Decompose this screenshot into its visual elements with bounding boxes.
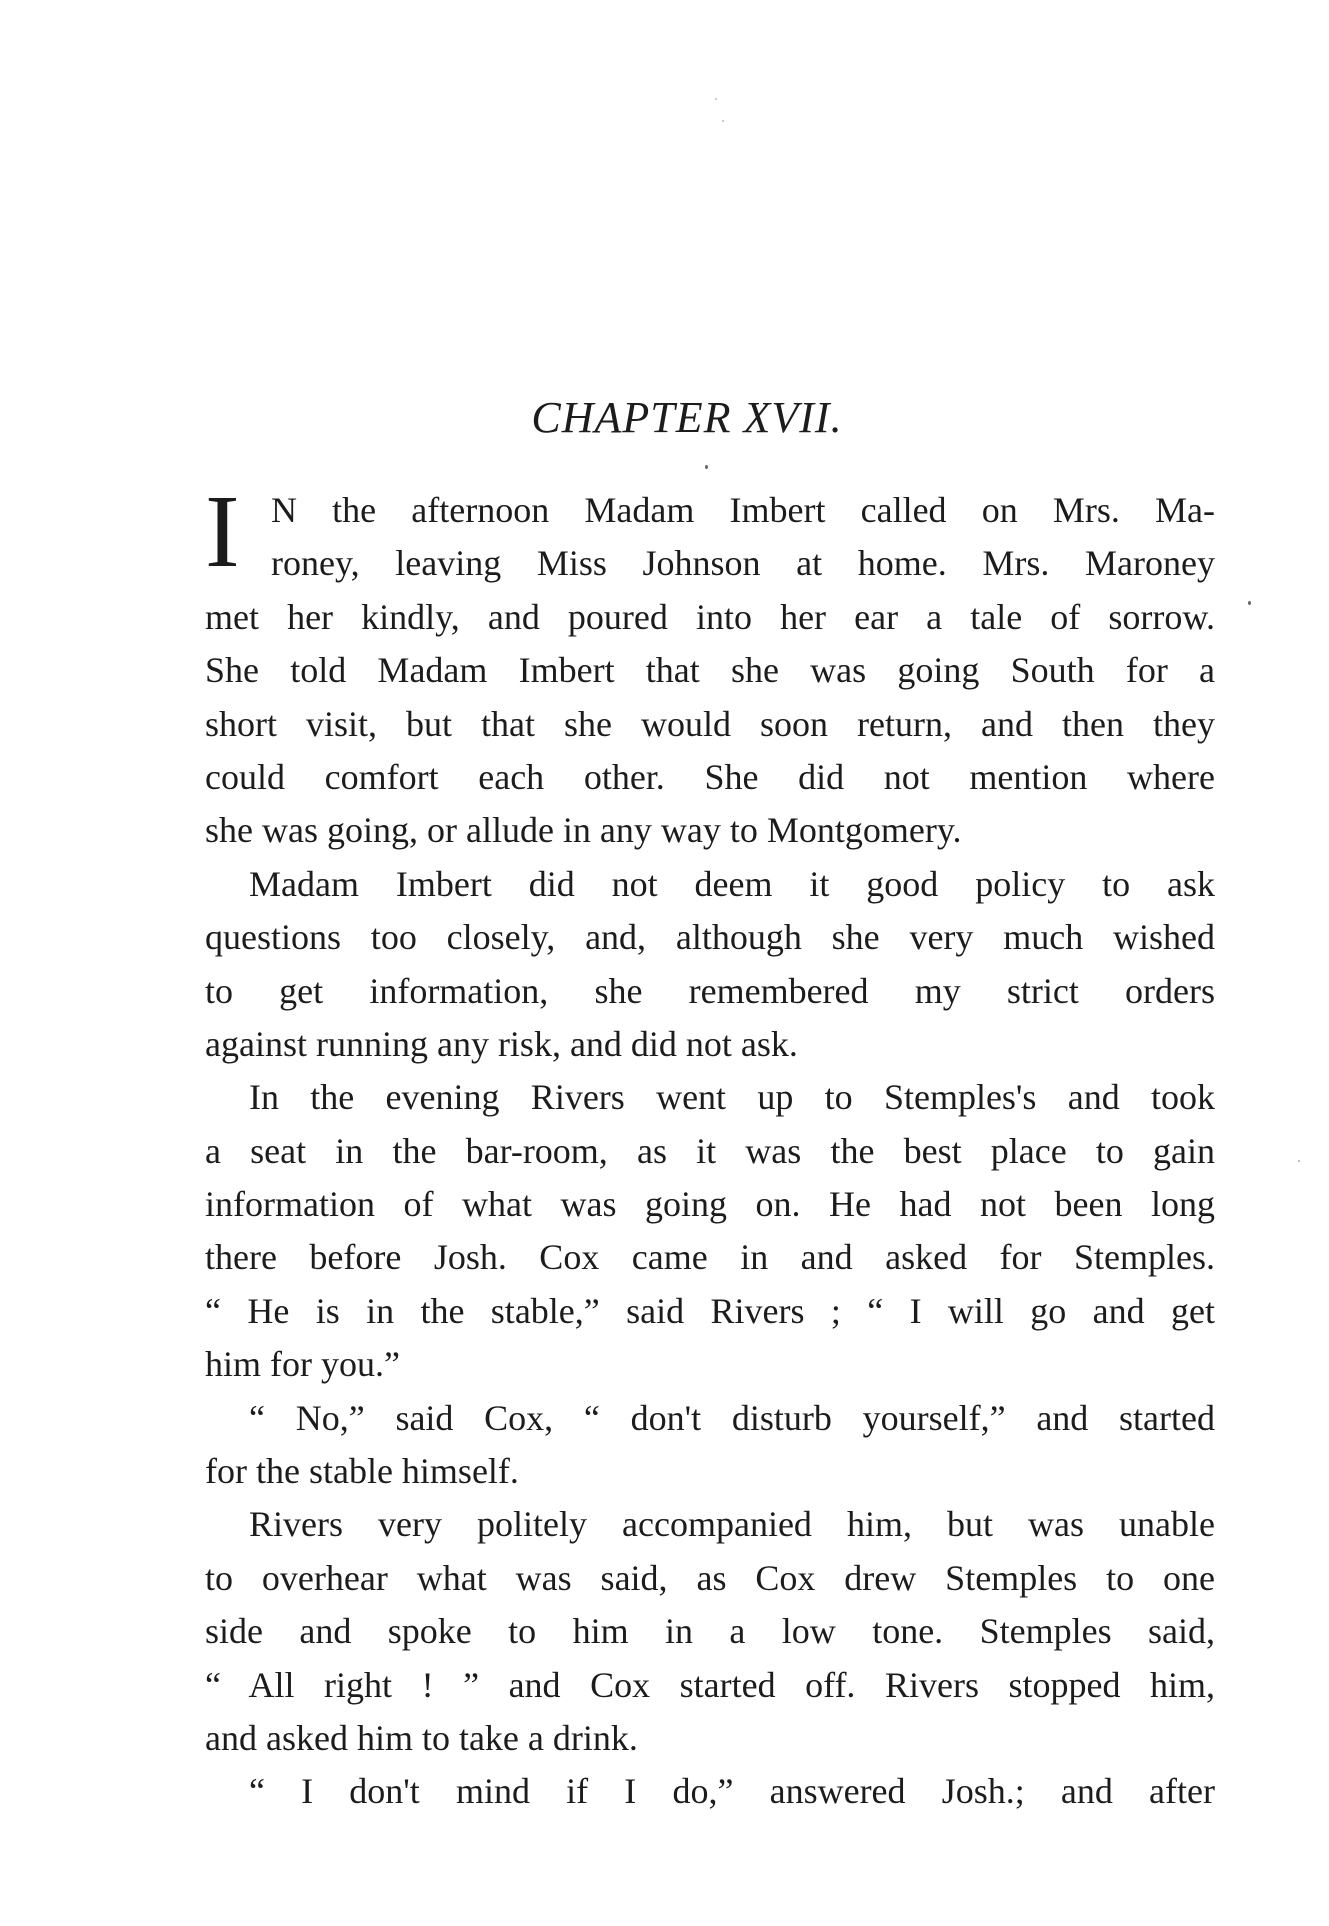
- scan-speck: [705, 465, 708, 469]
- text-line: “ I don't mind if I do,” answered Josh.; and after: [249, 1771, 1215, 1812]
- text-line: there before Josh. Cox came in and asked for Stemples.: [205, 1237, 1215, 1278]
- text-line: information of what was going on. He had not been long: [205, 1184, 1215, 1225]
- text-line: She told Madam Imbert that she was going South for a: [205, 650, 1215, 691]
- text-line: she was going, or allude in any way to Montgomery.: [205, 810, 962, 851]
- text-line: and asked him to take a drink.: [205, 1717, 638, 1758]
- text-line: could comfort each other. She did not mention where: [205, 756, 1215, 797]
- text-line: to overhear what was said, as Cox drew Stemples to one: [205, 1557, 1215, 1598]
- text-line: side and spoke to him in a low tone. Stemples said,: [205, 1611, 1215, 1652]
- text-line: roney, leaving Miss Johnson at home. Mrs. Maroney: [271, 543, 1215, 584]
- chapter-title: CHAPTER XVII.: [531, 393, 843, 442]
- drop-cap-letter: I: [205, 474, 240, 589]
- scan-speck: [1248, 601, 1251, 605]
- text-line: to get information, she remembered my strict orders: [205, 970, 1215, 1011]
- text-line: him for you.”: [205, 1344, 400, 1385]
- text-line: a seat in the bar-room, as it was the best place to gain: [205, 1130, 1215, 1171]
- body-text: [205, 484, 1215, 1819]
- text-line: against running any risk, and did not ask.: [205, 1023, 798, 1064]
- text-line: short visit, but that she would soon return, and then they: [205, 703, 1215, 744]
- text-line: met her kindly, and poured into her ear a tale of sorrow.: [205, 596, 1215, 637]
- scan-speck: [715, 98, 717, 100]
- text-line: “ No,” said Cox, “ don't disturb yourself,” and started: [249, 1397, 1215, 1438]
- text-line: questions too closely, and, although she very much wished: [205, 917, 1215, 958]
- text-line: Rivers very politely accompanied him, but was unable: [249, 1504, 1215, 1545]
- text-line: In the evening Rivers went up to Stemples's and took: [249, 1077, 1215, 1118]
- text-line: “ He is in the stable,” said Rivers ; “ I will go and get: [205, 1290, 1215, 1331]
- text-line: “ All right ! ” and Cox started off. Rivers stopped him,: [205, 1664, 1215, 1705]
- text-line: Madam Imbert did not deem it good policy to ask: [249, 863, 1215, 904]
- text-line: N the afternoon Madam Imbert called on Mrs. Ma-: [271, 490, 1215, 530]
- scan-speck: [722, 120, 724, 122]
- text-line: for the stable himself.: [205, 1451, 519, 1492]
- scan-speck: [1298, 1160, 1300, 1162]
